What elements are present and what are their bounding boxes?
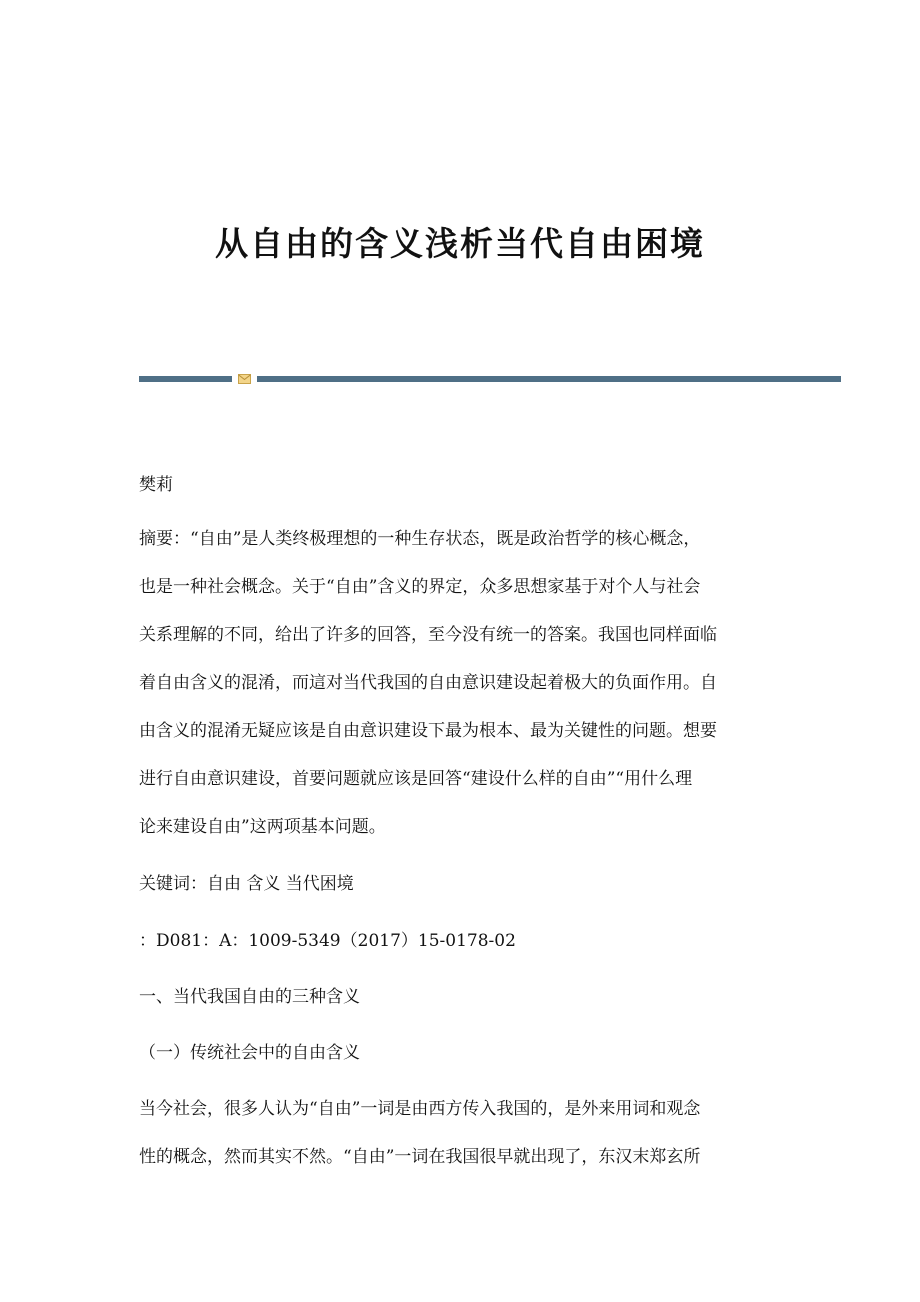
keywords-line: 关键词：自由 含义 当代困境 — [139, 874, 354, 894]
abstract-line: 进行自由意识建设，首要问题就应该是回答“建设什么样的自由”“用什么理 — [139, 769, 693, 789]
section-heading: 一、当代我国自由的三种含义 — [139, 987, 360, 1007]
document-title: 从自由的含义浅析当代自由困境 — [215, 224, 705, 263]
body-line: 性的概念，然而其实不然。“自由”一词在我国很早就出现了，东汉末郑玄所 — [139, 1147, 701, 1167]
body-paragraph — [139, 1098, 700, 1194]
body-line: 当今社会，很多人认为“自由”一词是由西方传入我国的，是外来用词和观念 — [139, 1099, 701, 1119]
abstract-line: 关系理解的不同，给出了许多的回答，至今没有统一的答案。我国也同样面临 — [139, 625, 717, 645]
title-divider — [139, 375, 841, 383]
author-name: 樊莉 — [139, 475, 173, 495]
abstract-line: 由含义的混淆无疑应该是自由意识建设下最为根本、最为关键性的问题。想要 — [139, 721, 717, 741]
abstract-line: 也是一种社会概念。关于“自由”含义的界定，众多思想家基于对个人与社会 — [139, 577, 701, 597]
abstract-line: 论来建设自由”这两项基本问题。 — [139, 817, 386, 837]
divider-bar-right — [257, 376, 841, 382]
classification-line: ：D081：A：1009-5349（2017）15-0178-02 — [139, 931, 516, 951]
subsection-heading: （一）传统社会中的自由含义 — [139, 1043, 360, 1063]
envelope-icon — [238, 374, 251, 384]
abstract-line: 着自由含义的混淆，而這对当代我国的自由意识建设起着极大的负面作用。自 — [139, 673, 717, 693]
divider-bar-left — [139, 376, 232, 382]
abstract-line: 摘要：“自由”是人类终极理想的一种生存状态，既是政治哲学的核心概念， — [139, 529, 701, 549]
abstract-paragraph — [139, 528, 717, 864]
